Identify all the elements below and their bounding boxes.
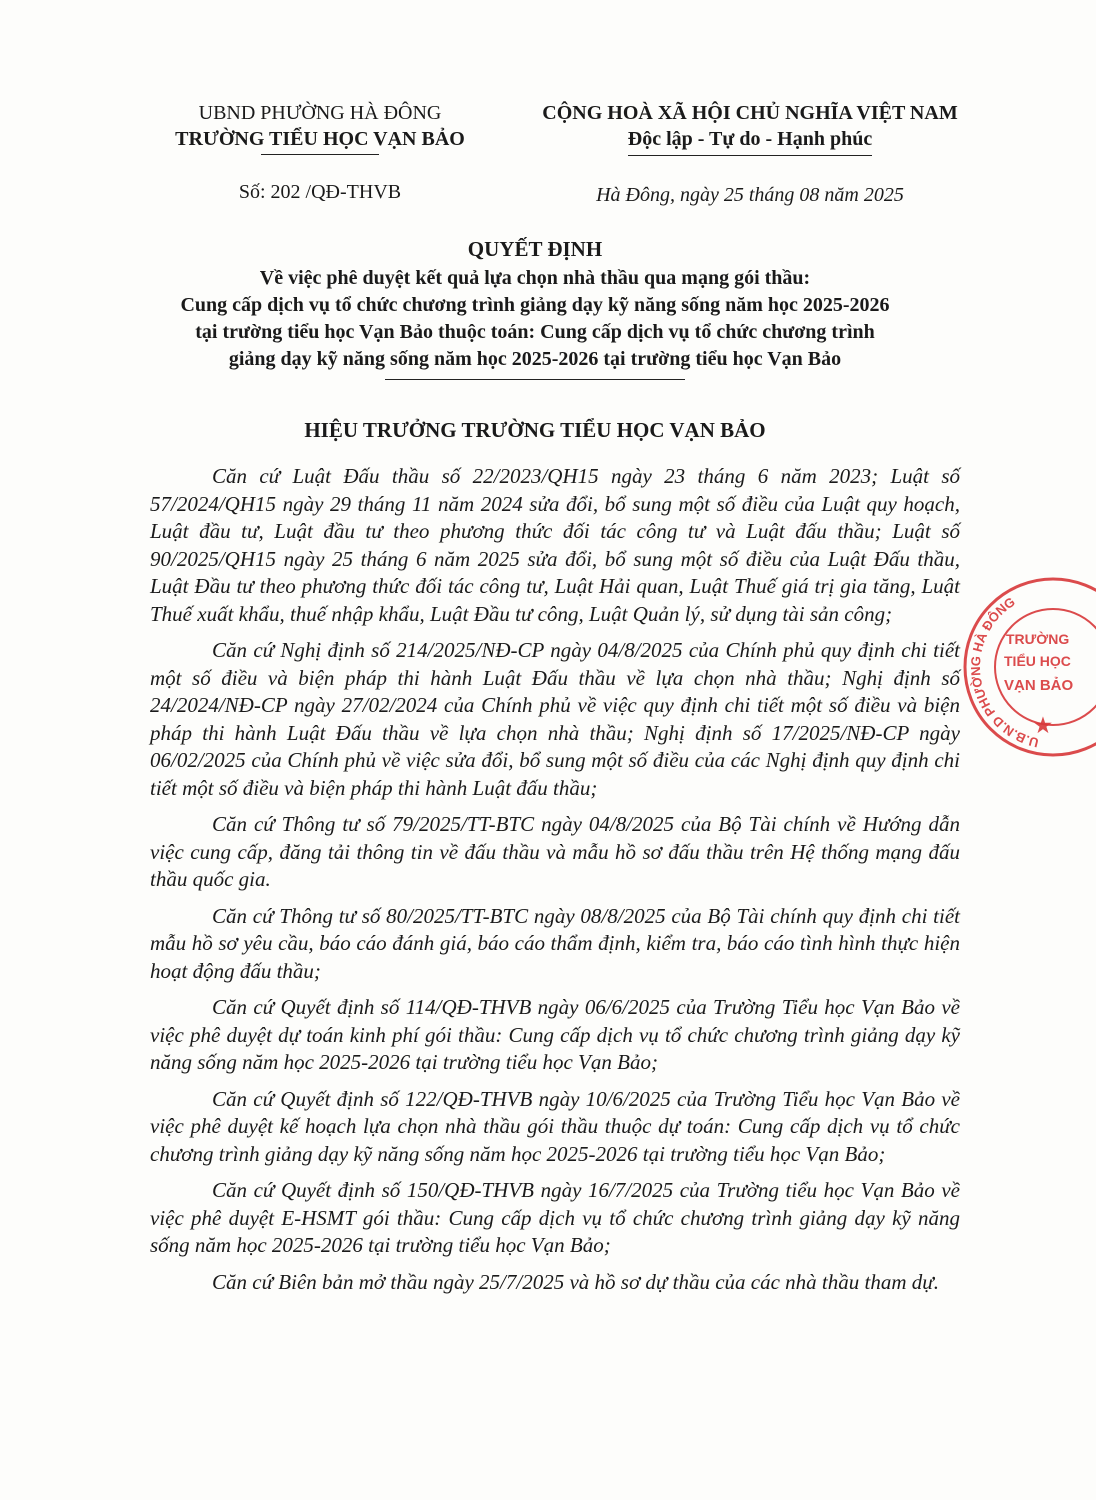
- title-line: giảng dạy kỹ năng sống năm học 2025-2026 tại trường tiểu học Vạn Bảo: [228, 348, 842, 370]
- basis-paragraph: Căn cứ Quyết định số 150/QĐ-THVB ngày 16/7/2025 của Trường tiểu học Vạn Bảo về việc phê duyệt E-HSMT gói thầu: Cung cấp dịch vụ tổ chức chương trình giảng dạy kỹ năng sống năm học 2025-2026 tại trường tiểu học Vạn Bảo;: [150, 1178, 960, 1257]
- basis-paragraph: Căn cứ Luật Đấu thầu số 22/2023/QH15 ngày 23 tháng 6 năm 2023; Luật số 57/2024/QH15 ngày 29 tháng 11 năm 2024 sửa đổi, bổ sung một số điều của Luật quy hoạch, Luật đầu tư, Luật đầu tư theo phương thức đối tác công tư và Luật đấu thầu; Luật số 90/2025/QH15 ngày 25 tháng 6 năm 2025 sửa đổi, bổ sung một số điều của Luật Đấu thầu, Luật Đầu tư theo phương thức đối tác công tư, Luật Hải quan, Luật Thuế giá trị gia tăng, Luật Thuế xuất khẩu, thuế nhập khẩu, Luật Đầu tư công, Luật Quản lý, sử dụng tài sản công;: [150, 464, 960, 626]
- title-underline: [385, 379, 685, 380]
- school-name: TRƯỜNG TIỂU HỌC VẠN BẢO: [175, 128, 465, 150]
- issuing-authority: UBND PHƯỜNG HÀ ĐÔNG: [198, 102, 442, 124]
- seal-star-icon: ★: [1034, 715, 1052, 737]
- national-motto: Độc lập - Tự do - Hạnh phúc: [628, 126, 872, 156]
- seal-center-line: VẠN BẢO: [1004, 677, 1074, 694]
- header-left: [140, 100, 500, 205]
- title-line: Về việc phê duyệt kết quả lựa chọn nhà thầu qua mạng gói thầu:: [259, 267, 811, 289]
- basis-paragraph: Căn cứ Thông tư số 79/2025/TT-BTC ngày 04/8/2025 của Bộ Tài chính về Hướng dẫn việc cung cấp, đăng tải thông tin về đấu thầu và mẫu hồ sơ đấu thầu trên Hệ thống mạng đấu thầu quốc gia.: [150, 812, 960, 891]
- document-number: Số: 202 /QĐ-THVB: [238, 181, 402, 203]
- decision-title-block: [100, 236, 970, 380]
- basis-paragraph: Căn cứ Quyết định số 114/QĐ-THVB ngày 06/6/2025 của Trường Tiểu học Vạn Bảo về việc phê duyệt dự toán kinh phí gói thầu: Cung cấp dịch vụ tổ chức chương trình giảng dạy kỹ năng sống năm học 2025-2026 tại trường tiểu học Vạn Bảo;: [150, 995, 960, 1074]
- basis-paragraph: Căn cứ Quyết định số 122/QĐ-THVB ngày 10/6/2025 của Trường Tiểu học Vạn Bảo về việc phê duyệt kế hoạch lựa chọn nhà thầu gói thầu thuộc dự toán: Cung cấp dịch vụ tổ chức chương trình giảng dạy kỹ năng sống năm học 2025-2026 tại trường tiểu học Vạn Bảo;: [150, 1086, 960, 1166]
- document-type: QUYẾT ĐỊNH: [467, 237, 603, 261]
- national-title: CỘNG HOÀ XÃ HỘI CHỦ NGHĨA VIỆT NAM: [542, 102, 958, 124]
- basis-paragraph: Căn cứ Biên bản mở thầu ngày 25/7/2025 và hồ sơ dự thầu của các nhà thầu tham dự.: [212, 1269, 939, 1294]
- seal-ring-text: U.B.N.D PHƯỜNG HÀ ĐÔNG: [967, 593, 1041, 751]
- title-line: Cung cấp dịch vụ tổ chức chương trình giảng dạy kỹ năng sống năm học 2025-2026: [180, 294, 890, 316]
- basis-paragraph: Căn cứ Thông tư số 80/2025/TT-BTC ngày 08/8/2025 của Bộ Tài chính quy định chi tiết mẫu hồ sơ yêu cầu, báo cáo đánh giá, báo cáo thẩm định, kiểm tra, báo cáo tình hình thực hiện hoạt động đấu thầu;: [150, 903, 960, 983]
- legal-basis-body: [150, 463, 960, 1305]
- header-right: [500, 100, 1000, 208]
- title-line: tại trường tiểu học Vạn Bảo thuộc toán: Cung cấp dịch vụ tổ chức chương trình: [195, 321, 875, 343]
- school-underline: [261, 154, 379, 155]
- document-date: Hà Đông, ngày 25 tháng 08 năm 2025: [596, 184, 904, 206]
- basis-paragraph: Căn cứ Nghị định số 214/2025/NĐ-CP ngày 04/8/2025 của Chính phủ quy định chi tiết một số điều và biện pháp thi hành Luật Đấu thầu về lựa chọn nhà thầu; Nghị định số 24/2024/NĐ-CP ngày 27/02/2024 của Chính phủ về việc quy định chi tiết một số điều và biện pháp thi hành Luật Đấu thầu về lựa chọn nhà thầu; Nghị định số 17/2025/NĐ-CP ngày 06/02/2025 của Chính phủ về việc sửa đổi, bổ sung một số điều của các Nghị định quy định chi tiết một số điều và biện pháp thi hành Luật đấu thầu;: [150, 638, 960, 800]
- signing-authority-heading: HIỆU TRƯỞNG TRƯỜNG TIỂU HỌC VẠN BẢO: [304, 418, 766, 442]
- official-seal: [956, 572, 1096, 762]
- seal-center-line: TIỂU HỌC: [1004, 653, 1071, 669]
- seal-center-line: TRƯỜNG: [1006, 631, 1070, 647]
